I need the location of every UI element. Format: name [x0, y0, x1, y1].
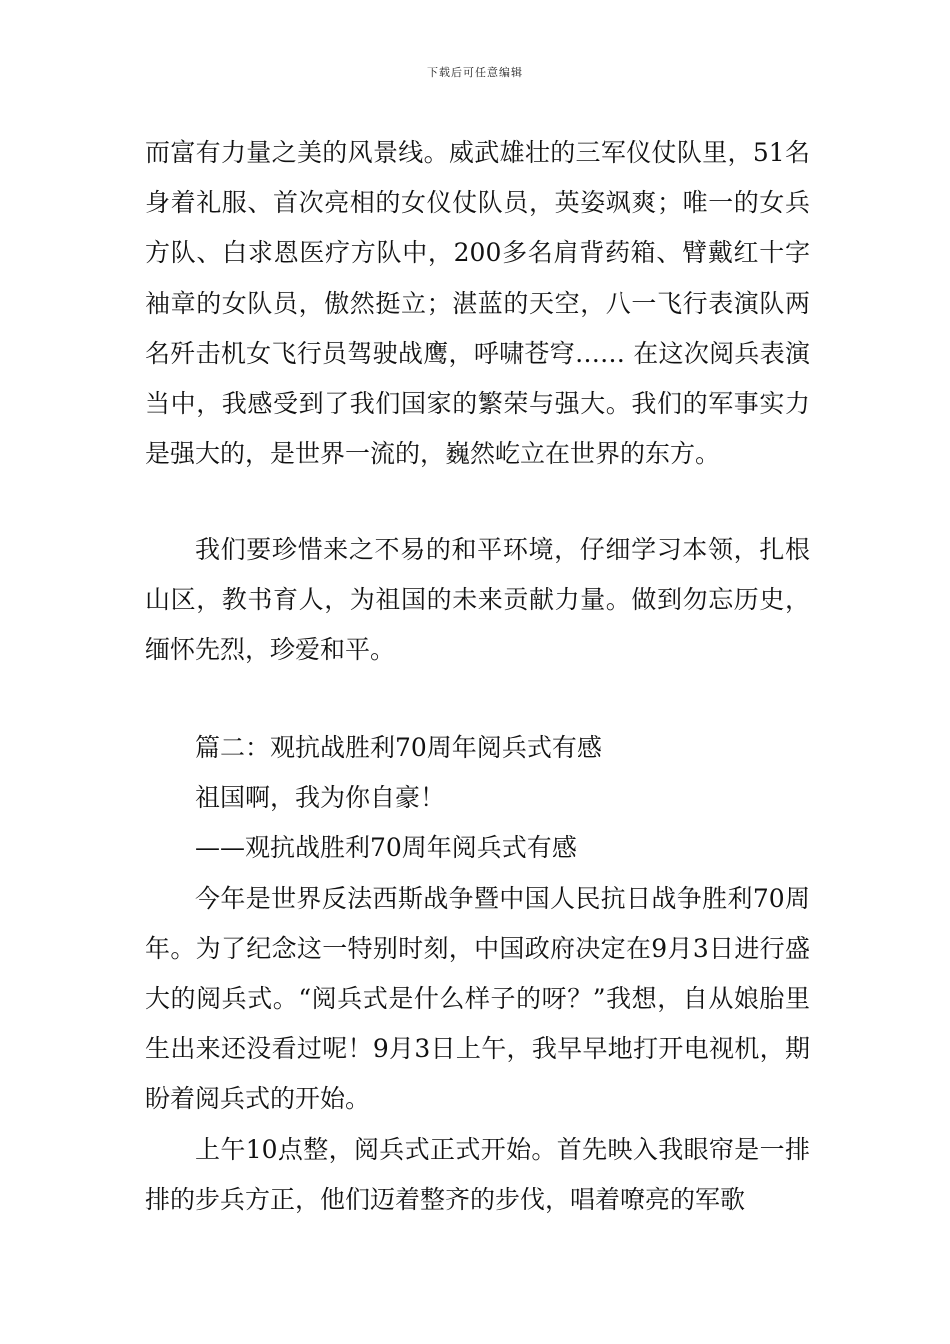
section-1-closing [145, 525, 810, 676]
page-header-note: 下载后可任意编辑 [427, 66, 523, 79]
paragraph: 上午10点整，阅兵式正式开始。首先映入我眼帘是一排排的步兵方正，他们迈着整齐的步伐，唱着嘹亮的军歌 [145, 1134, 810, 1214]
paragraph: 而富有力量之美的风景线。威武雄壮的三军仪仗队里，51名身着礼服、首次亮相的女仪仗队员，英姿飒爽；唯一的女兵方队、白求恩医疗方队中，200多名肩背药箱、臂戴红十字袖章的女队员，傲然挺立；湛蓝的天空，八一飞行表演队两名歼击机女飞行员驾驶战鹰，呼啸苍穹…… 在这次阅兵表演当中，我感受到了我们国家的繁荣与强大。我们的军事实力是强大的，是世界一流的，巍然屹立在世界的东方。 [145, 138, 810, 469]
section-1 [145, 128, 810, 479]
section-2 [145, 723, 810, 1225]
essay-title: 祖国啊，我为你自豪！ [195, 783, 446, 813]
paragraph: 我们要珍惜来之不易的和平环境，仔细学习本领，扎根山区，教书育人，为祖国的未来贡献力量。做到勿忘历史，缅怀先烈，珍爱和平。 [145, 535, 810, 665]
paragraph: 今年是世界反法西斯战争暨中国人民抗日战争胜利70周年。为了纪念这一特别时刻，中国政府决定在9月3日进行盛大的阅兵式。“阅兵式是什么样子的呀？”我想，自从娘胎里生出来还没看过呢！9月3日上午，我早早地打开电视机，期盼着阅兵式的开始。 [145, 883, 810, 1114]
essay-subtitle: ——观抗战胜利70周年阅兵式有感 [195, 833, 577, 863]
section-heading: 篇二：观抗战胜利70周年阅兵式有感 [195, 733, 602, 762]
